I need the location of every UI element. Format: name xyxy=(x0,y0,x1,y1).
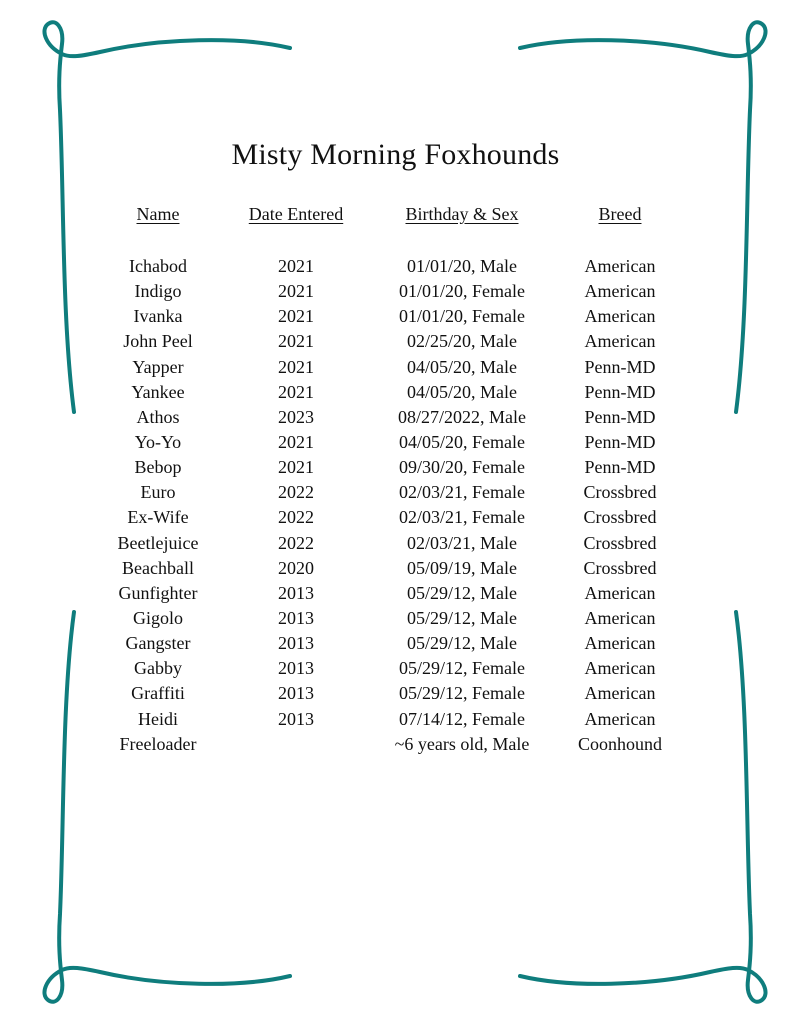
cell-date-entered: 2020 xyxy=(278,557,314,578)
cell-birthday-sex: 05/29/12, Male xyxy=(407,582,517,603)
cell-date-entered: 2013 xyxy=(278,658,314,679)
cell-breed: American xyxy=(584,281,656,302)
name-column xyxy=(88,254,228,757)
cell-birthday-sex: 09/30/20, Female xyxy=(399,457,525,478)
cell-name: Beetlejuice xyxy=(117,532,199,553)
cell-name: Freeloader xyxy=(119,733,197,754)
date-entered-column xyxy=(226,254,366,757)
cell-birthday-sex: 01/01/20, Female xyxy=(399,306,525,327)
cell-breed: Crossbred xyxy=(583,507,657,528)
cell-name: Yapper xyxy=(132,356,184,377)
cell-date-entered: 2021 xyxy=(278,331,314,352)
cell-name: Athos xyxy=(136,406,180,427)
cell-name: Indigo xyxy=(134,281,182,302)
cell-breed: American xyxy=(584,658,656,679)
cell-date-entered: 2021 xyxy=(278,281,314,302)
cell-date-entered: 2021 xyxy=(278,256,314,276)
cell-breed: Penn-MD xyxy=(584,356,656,377)
cell-birthday-sex: 05/29/12, Male xyxy=(407,633,517,654)
cell-birthday-sex: 07/14/12, Female xyxy=(399,708,525,729)
cell-date-entered: 2013 xyxy=(278,582,314,603)
cell-date-entered: 2013 xyxy=(278,708,314,729)
cell-date-entered: 2013 xyxy=(278,633,314,654)
cell-breed: American xyxy=(584,331,656,352)
cell-breed: American xyxy=(584,708,656,729)
cell-name: Ex-Wife xyxy=(127,507,189,528)
cell-name: Heidi xyxy=(138,708,178,729)
cell-name: Euro xyxy=(140,482,176,503)
cell-breed: American xyxy=(584,256,656,276)
cell-birthday-sex: 05/29/12, Female xyxy=(399,683,525,704)
cell-breed: Penn-MD xyxy=(584,406,656,427)
header-breed: Breed xyxy=(598,204,642,224)
cell-birthday-sex: 01/01/20, Female xyxy=(399,281,525,302)
cell-name: Gangster xyxy=(125,633,191,654)
header-date-entered: Date Entered xyxy=(248,204,344,224)
cell-breed: American xyxy=(584,306,656,327)
cell-name: Beachball xyxy=(122,557,194,578)
cell-breed: Coonhound xyxy=(577,733,662,754)
cell-date-entered: 2021 xyxy=(278,431,314,452)
breed-column xyxy=(550,254,690,757)
cell-breed: American xyxy=(584,582,656,603)
cell-birthday-sex: 05/09/19, Male xyxy=(407,557,517,578)
cell-birthday-sex: ~6 years old, Male xyxy=(394,733,530,754)
cell-date-entered: 2022 xyxy=(278,507,314,528)
header-name: Name xyxy=(136,204,180,224)
cell-name: Ichabod xyxy=(129,256,187,276)
cell-breed: American xyxy=(584,633,656,654)
cell-breed: Penn-MD xyxy=(584,381,656,402)
cell-breed: American xyxy=(584,683,656,704)
cell-breed: Penn-MD xyxy=(584,457,656,478)
cell-birthday-sex: 05/29/12, Male xyxy=(407,607,517,628)
cell-date-entered: 2021 xyxy=(278,457,314,478)
cell-birthday-sex: 02/03/21, Male xyxy=(407,532,517,553)
birthday-sex-column xyxy=(372,254,552,757)
cell-date-entered: 2021 xyxy=(278,381,314,402)
cell-date-entered: 2022 xyxy=(278,482,314,503)
cell-date-entered: 2022 xyxy=(278,532,314,553)
cell-breed: Crossbred xyxy=(583,482,657,503)
cell-name: Gunfighter xyxy=(118,582,198,603)
cell-name: John Peel xyxy=(123,331,193,352)
cell-date-entered: 2021 xyxy=(278,306,314,327)
cell-name: Ivanka xyxy=(133,306,183,327)
cell-date-entered: 2023 xyxy=(278,406,314,427)
header-birthday-sex: Birthday & Sex xyxy=(405,204,519,224)
cell-date-entered xyxy=(226,732,366,757)
cell-birthday-sex: 02/03/21, Female xyxy=(399,482,525,503)
cell-breed: American xyxy=(584,607,656,628)
cell-name: Yankee xyxy=(131,381,185,402)
cell-name: Graffiti xyxy=(131,683,185,704)
cell-breed: Penn-MD xyxy=(584,431,656,452)
cell-breed: Crossbred xyxy=(583,557,657,578)
page-title: Misty Morning Foxhounds xyxy=(231,138,560,171)
cell-breed: Crossbred xyxy=(583,532,657,553)
cell-name: Gabby xyxy=(134,658,182,679)
cell-birthday-sex: 04/05/20, Male xyxy=(407,356,517,377)
cell-birthday-sex: 08/27/2022, Male xyxy=(398,406,526,427)
cell-name: Bebop xyxy=(134,457,182,478)
cell-name: Yo-Yo xyxy=(134,431,182,452)
cell-birthday-sex: 02/25/20, Male xyxy=(407,331,517,352)
cell-birthday-sex: 02/03/21, Female xyxy=(399,507,525,528)
cell-birthday-sex: 05/29/12, Female xyxy=(399,658,525,679)
cell-birthday-sex: 04/05/20, Female xyxy=(399,431,525,452)
cell-date-entered: 2013 xyxy=(278,607,314,628)
cell-name: Gigolo xyxy=(132,607,183,628)
cell-birthday-sex: 04/05/20, Male xyxy=(407,381,517,402)
cell-date-entered: 2013 xyxy=(278,683,314,704)
cell-birthday-sex: 01/01/20, Male xyxy=(407,256,517,276)
cell-date-entered: 2021 xyxy=(278,356,314,377)
